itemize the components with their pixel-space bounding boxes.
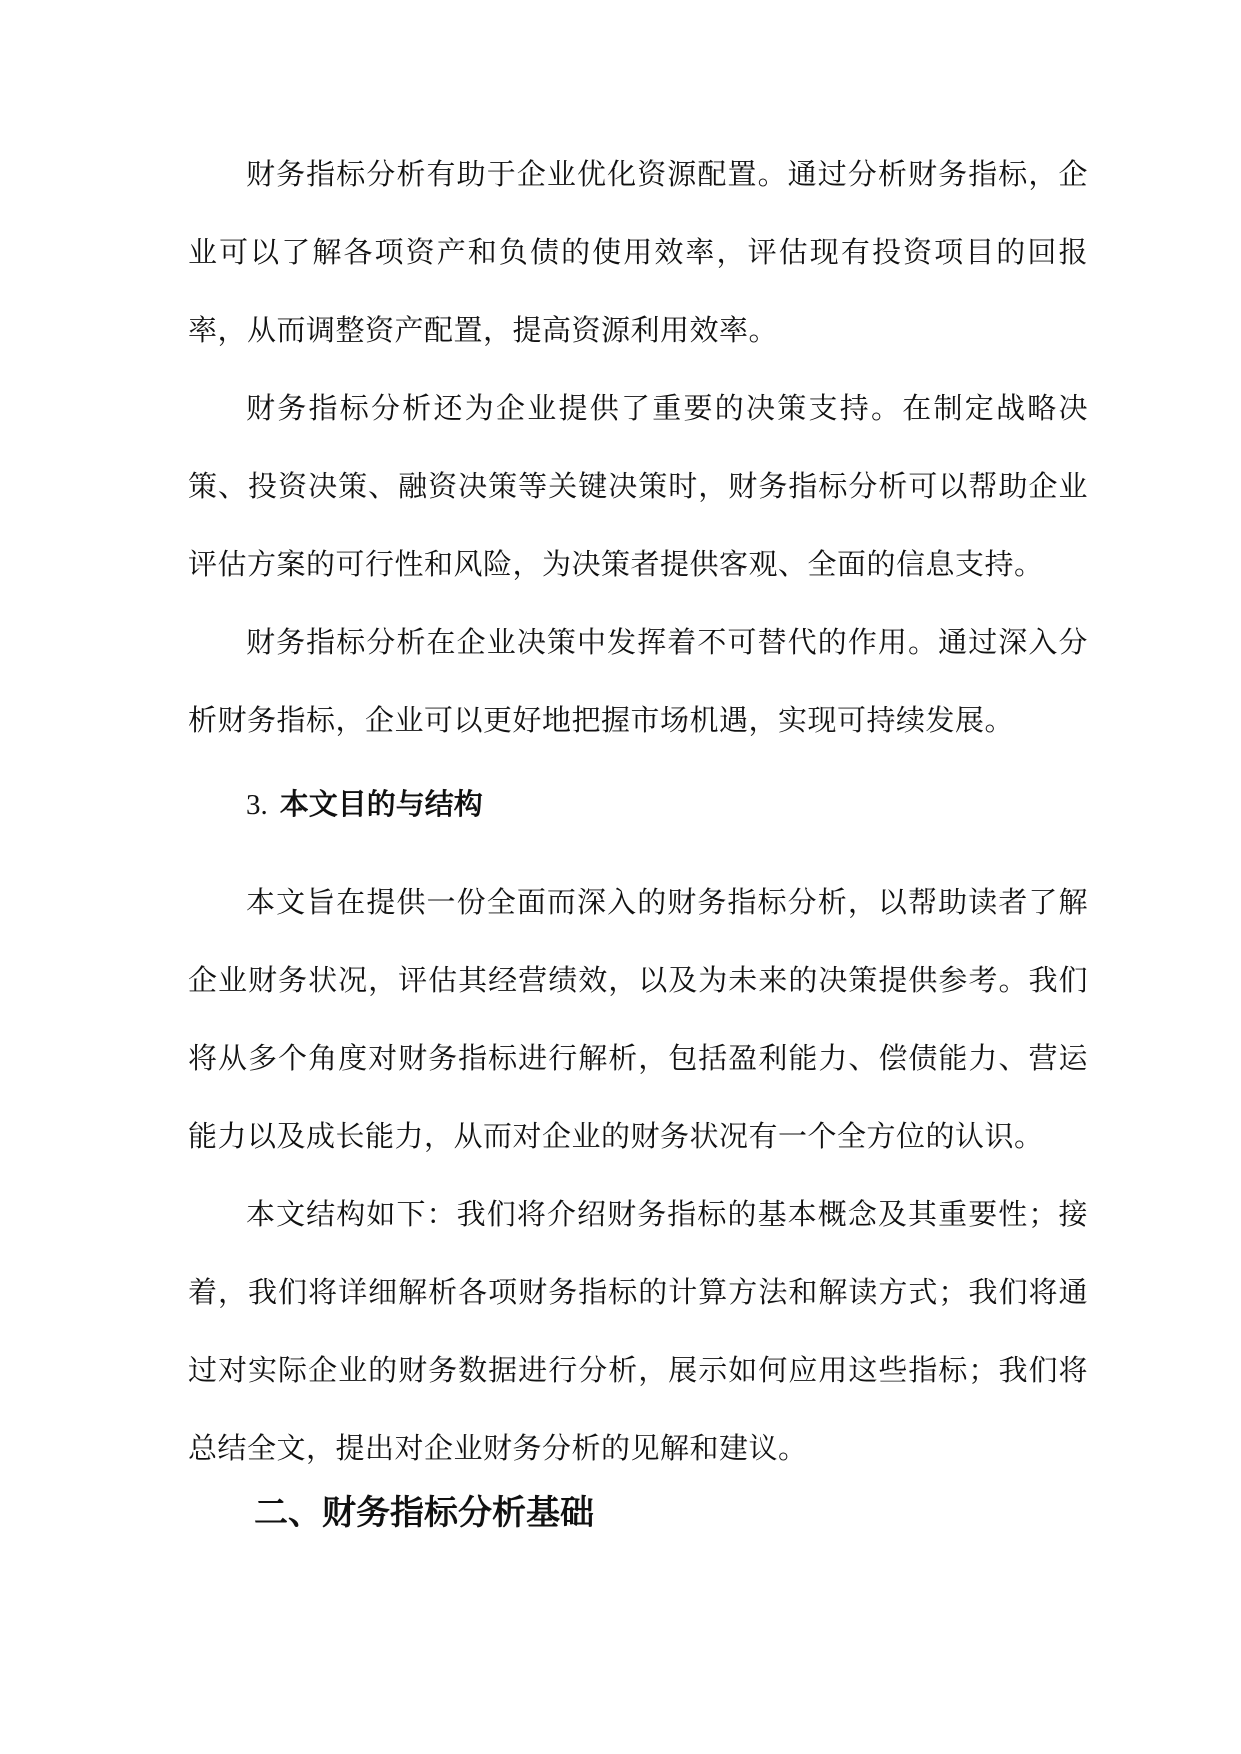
paragraph-structure: 本文结构如下：我们将介绍财务指标的基本概念及其重要性；接着，我们将详细解析各项财务指标的计算方法和解读方式；我们将通过对实际企业的财务数据进行分析，展示如何应用这些指标；我们将总结全文，提出对企业财务分析的见解和建议。 (188, 1197, 1088, 1465)
subsection-number: 3. (246, 789, 268, 821)
subsection-heading (246, 784, 483, 825)
paragraph-resource-allocation: 财务指标分析有助于企业优化资源配置。通过分析财务指标，企业可以了解各项资产和负债的使用效率，评估现有投资项目的回报率，从而调整资产配置，提高资源利用效率。 (188, 157, 1088, 347)
paragraph-purpose: 本文旨在提供一份全面而深入的财务指标分析，以帮助读者了解企业财务状况，评估其经营绩效，以及为未来的决策提供参考。我们将从多个角度对财务指标进行解析，包括盈利能力、偿债能力、营运能力以及成长能力，从而对企业的财务状况有一个全方位的认识。 (188, 885, 1088, 1153)
paragraph-decision-support: 财务指标分析还为企业提供了重要的决策支持。在制定战略决策、投资决策、融资决策等关键决策时，财务指标分析可以帮助企业评估方案的可行性和风险，为决策者提供客观、全面的信息支持。 (188, 391, 1088, 581)
subsection-title: 本文目的与结构 (279, 787, 483, 821)
paragraph-irreplaceable-role: 财务指标分析在企业决策中发挥着不可替代的作用。通过深入分析财务指标，企业可以更好地把握市场机遇，实现可持续发展。 (188, 625, 1088, 737)
section-heading: 二、财务指标分析基础 (254, 1493, 594, 1533)
